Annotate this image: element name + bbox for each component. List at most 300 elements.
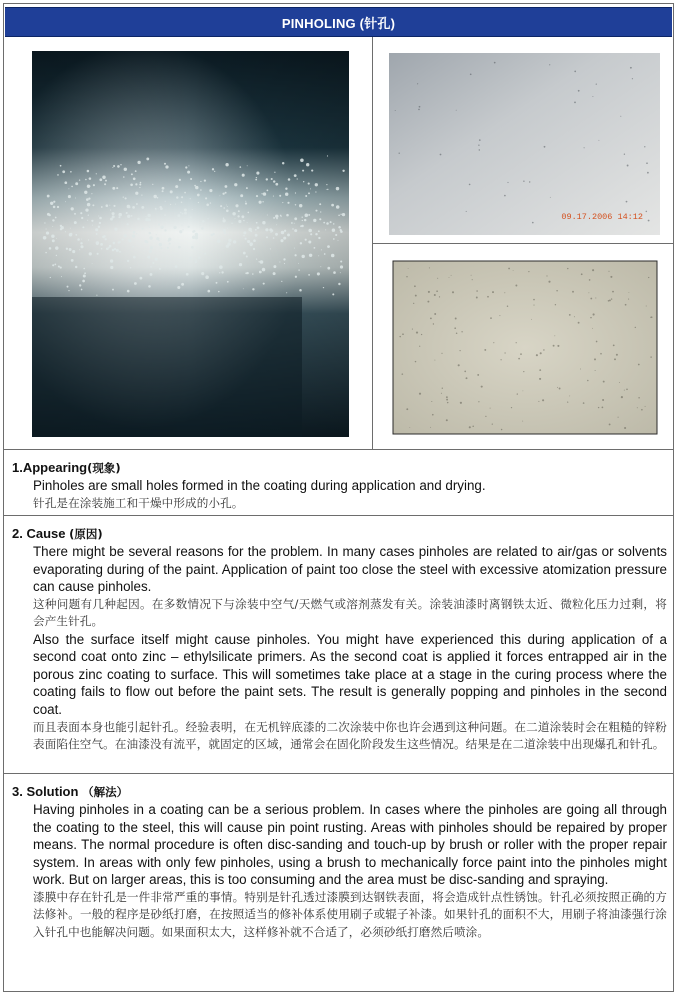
pinhole-speck <box>574 71 576 73</box>
pinhole-speck <box>273 217 275 219</box>
pinhole-speck <box>646 211 648 213</box>
pinhole-speck <box>603 381 605 383</box>
pinhole-speck <box>318 230 320 232</box>
pinhole-speck <box>487 296 489 298</box>
pinhole-speck <box>581 273 583 275</box>
pinhole-speck <box>198 202 199 203</box>
pinhole-speck <box>415 361 416 362</box>
pinhole-speck <box>476 290 478 292</box>
pinhole-speck <box>523 391 524 392</box>
pinhole-speck <box>340 229 342 231</box>
pinhole-speck <box>479 149 480 150</box>
pinhole-speck <box>408 268 409 269</box>
pinhole-speck <box>222 219 225 222</box>
pinhole-speck <box>338 283 340 285</box>
pinhole-speck <box>298 269 299 270</box>
pinhole-speck <box>619 382 620 383</box>
paragraph-zh: 漆膜中存在针孔是一件非常严重的事情。特别是针孔透过漆膜到达钢铁表面，将会造成针点性锈蚀。针孔必须按照正确的方法修补。一般的程序是砂纸打磨，在按照适当的修补体系使用刷子或辊子补漆。如果针孔的面积不大，用刷子将油漆强行涂入针孔中也能解决问题。如果面积太大，这样修补就不合适了，必须砂纸打磨然后喷涂。 <box>33 889 667 939</box>
pinhole-speck <box>130 267 131 268</box>
pinhole-speck <box>292 228 293 229</box>
pinhole-speck <box>222 193 224 195</box>
pinhole-speck <box>91 220 93 222</box>
pinhole-speck <box>340 272 341 273</box>
pinhole-speck <box>559 388 561 390</box>
pinhole-speck <box>504 195 506 197</box>
pinhole-speck <box>205 197 207 199</box>
pinhole-speck <box>432 414 434 416</box>
pinhole-speck <box>52 239 55 242</box>
pinhole-speck <box>618 417 619 418</box>
pinhole-speck <box>144 240 147 243</box>
pinhole-speck <box>187 171 190 174</box>
pinhole-speck <box>271 178 273 180</box>
pinhole-speck <box>553 345 555 347</box>
pinhole-speck <box>327 155 328 156</box>
pinhole-speck <box>265 228 268 231</box>
pinhole-speck <box>340 260 342 262</box>
pinhole-speck <box>177 214 180 217</box>
pinhole-speck <box>572 291 574 293</box>
pinhole-speck <box>132 235 135 238</box>
pinhole-speck <box>515 285 517 287</box>
pinhole-speck <box>87 220 88 221</box>
pinhole-speck <box>81 217 83 219</box>
pinhole-speck <box>308 229 312 233</box>
pinhole-speck <box>149 227 150 228</box>
pinhole-speck <box>246 187 248 189</box>
pinhole-speck <box>259 201 262 204</box>
pinhole-speck <box>501 429 503 431</box>
pinhole-speck <box>195 259 197 261</box>
pinhole-speck <box>284 263 285 264</box>
pinhole-speck <box>77 238 80 241</box>
pinhole-speck <box>414 285 416 287</box>
pinhole-speck <box>223 218 224 219</box>
pinhole-speck <box>206 204 209 207</box>
pinhole-speck <box>238 210 240 212</box>
pinhole-speck <box>156 234 157 235</box>
pinhole-speck <box>101 248 103 250</box>
pinhole-speck <box>279 195 281 197</box>
pinhole-speck <box>247 212 249 214</box>
pinhole-speck <box>176 196 178 198</box>
pinhole-speck <box>592 328 593 329</box>
pinhole-speck <box>301 225 303 227</box>
pinhole-speck <box>185 166 187 168</box>
pinhole-speck <box>273 265 276 268</box>
pinhole-speck <box>197 194 200 197</box>
pinhole-speck <box>308 274 310 276</box>
pinhole-speck <box>635 327 636 328</box>
pinhole-speck <box>556 290 557 291</box>
pinhole-speck <box>446 399 448 401</box>
pinhole-speck <box>504 292 505 293</box>
pinhole-speck <box>125 197 127 199</box>
pinhole-speck <box>484 349 486 351</box>
pinhole-speck <box>421 334 422 335</box>
pinhole-speck <box>114 228 117 231</box>
section-appearing <box>4 450 673 516</box>
pinhole-speck <box>110 209 111 210</box>
pinhole-speck <box>69 196 70 197</box>
pinhole-speck <box>651 316 653 318</box>
pinhole-speck <box>274 172 275 173</box>
pinhole-speck <box>295 204 296 205</box>
pinhole-speck <box>590 317 592 319</box>
pinhole-speck <box>131 215 133 217</box>
pinhole-speck <box>300 242 302 244</box>
pinhole-speck <box>402 373 404 375</box>
pinhole-speck <box>201 227 204 230</box>
pinhole-speck <box>471 275 472 276</box>
pinhole-speck <box>134 282 137 285</box>
pinhole-speck <box>584 147 585 148</box>
pinhole-speck <box>529 181 530 182</box>
pinhole-speck <box>309 254 312 257</box>
pinhole-speck <box>308 214 310 216</box>
pinhole-speck <box>233 240 236 243</box>
pinhole-speck <box>85 179 87 181</box>
pinhole-speck <box>173 226 176 229</box>
pinhole-speck <box>81 239 82 240</box>
pinhole-speck <box>214 171 215 172</box>
pinhole-speck <box>285 188 287 190</box>
pinhole-speck <box>220 195 221 196</box>
pinhole-speck <box>164 229 166 231</box>
pinhole-speck <box>267 190 269 192</box>
pinhole-speck <box>333 238 335 240</box>
pinhole-speck <box>120 164 121 165</box>
pinhole-speck <box>441 393 442 394</box>
pinhole-speck <box>118 216 120 218</box>
pinhole-speck <box>578 322 580 324</box>
pinhole-speck <box>256 195 258 197</box>
pinhole-speck <box>116 249 119 252</box>
pinhole-speck <box>621 396 623 398</box>
pinhole-speck <box>294 174 297 177</box>
pinhole-speck <box>220 205 222 207</box>
pinhole-speck <box>332 293 334 295</box>
pinhole-speck <box>123 176 125 178</box>
pinhole-speck <box>283 237 286 240</box>
pinhole-speck <box>182 225 183 226</box>
pinhole-speck <box>170 190 173 193</box>
pinhole-speck <box>135 183 137 185</box>
pinhole-speck <box>434 360 435 361</box>
pinhole-speck <box>226 205 227 206</box>
pinhole-speck <box>338 240 339 241</box>
pinhole-speck <box>439 296 440 297</box>
pinhole-speck <box>243 288 244 289</box>
pinhole-speck <box>464 371 466 373</box>
pinhole-speck <box>61 276 62 277</box>
pinhole-speck <box>569 314 571 316</box>
pinhole-speck <box>192 230 194 232</box>
pinhole-speck <box>83 268 85 270</box>
pinhole-speck <box>204 179 206 181</box>
pinhole-speck <box>75 198 76 199</box>
pinhole-speck <box>119 251 121 253</box>
pinhole-speck <box>84 191 87 194</box>
pinhole-speck <box>629 292 630 293</box>
pinhole-speck <box>331 204 334 207</box>
photo-top-right-cell <box>373 37 673 244</box>
pinhole-speck <box>434 313 436 315</box>
pinhole-speck <box>494 62 496 64</box>
pinhole-speck <box>294 217 297 220</box>
pinhole-speck <box>149 250 152 253</box>
pinhole-speck <box>281 281 282 282</box>
pinhole-speck <box>543 349 544 350</box>
pinhole-speck <box>205 275 209 279</box>
pinhole-speck <box>300 159 304 163</box>
pinhole-speck <box>82 280 85 283</box>
pinhole-speck <box>313 219 316 222</box>
pinhole-speck <box>625 304 627 306</box>
pinhole-speck <box>549 64 550 65</box>
pinhole-speck <box>295 192 296 193</box>
pinhole-speck <box>330 221 332 223</box>
pinhole-speck <box>630 67 632 69</box>
pinhole-speck <box>490 408 491 409</box>
pinhole-speck <box>133 177 136 180</box>
pinhole-speck <box>327 245 330 248</box>
pinhole-speck <box>416 332 418 334</box>
pinhole-speck <box>493 342 494 343</box>
pinhole-speck <box>98 216 99 217</box>
pinhole-speck <box>500 359 501 360</box>
pinhole-speck <box>454 327 456 329</box>
pinhole-speck <box>53 206 56 209</box>
document-sheet <box>3 3 674 992</box>
pinhole-speck <box>628 299 629 300</box>
pinhole-speck <box>153 195 156 198</box>
pinhole-speck <box>283 258 285 260</box>
pinhole-speck <box>72 250 75 253</box>
pinhole-speck <box>319 203 321 205</box>
pinhole-speck <box>429 267 430 268</box>
pinhole-speck <box>280 215 282 217</box>
pinhole-speck <box>191 246 194 249</box>
pinhole-speck <box>608 300 610 302</box>
pinhole-speck <box>539 369 541 371</box>
pinhole-speck <box>195 186 198 189</box>
pinhole-speck <box>279 261 280 262</box>
pinhole-speck <box>626 388 628 390</box>
pinhole-speck <box>88 239 89 240</box>
pinhole-speck <box>305 195 307 197</box>
pinhole-speck <box>175 185 178 188</box>
pinhole-speck <box>320 266 321 267</box>
pinhole-speck <box>53 201 55 203</box>
pinhole-speck <box>311 170 313 172</box>
pinhole-speck <box>98 227 99 228</box>
pinhole-speck <box>602 407 604 409</box>
pinhole-speck <box>136 233 137 234</box>
pinhole-speck <box>308 241 311 244</box>
pinhole-speck <box>533 299 535 301</box>
pinhole-speck <box>182 229 183 230</box>
pinhole-speck <box>139 277 142 280</box>
pinhole-speck <box>87 170 90 173</box>
pinhole-speck <box>557 345 559 347</box>
pinhole-speck <box>332 228 335 231</box>
pinhole-speck <box>315 191 316 192</box>
pinhole-speck <box>186 273 189 276</box>
pinhole-speck <box>508 268 510 270</box>
pinhole-speck <box>479 139 481 141</box>
pinhole-speck <box>476 297 478 299</box>
pinhole-speck <box>133 231 136 234</box>
pinhole-speck <box>212 168 214 170</box>
pinhole-speck <box>460 402 462 404</box>
pinhole-speck <box>64 181 67 184</box>
pinhole-speck <box>164 163 166 165</box>
pinhole-speck <box>239 263 242 266</box>
pinhole-speck <box>246 256 248 258</box>
pinhole-speck <box>578 90 580 92</box>
pinhole-speck <box>92 204 94 206</box>
pinhole-speck <box>237 215 239 217</box>
pinhole-speck <box>44 222 45 223</box>
pinhole-speck <box>148 219 151 222</box>
pinhole-speck <box>261 193 262 194</box>
pinhole-speck <box>342 213 345 216</box>
pinhole-speck <box>257 226 260 229</box>
pinhole-speck <box>327 267 330 270</box>
pinhole-speck <box>492 291 494 293</box>
pinhole-speck <box>555 304 556 305</box>
pinhole-speck <box>428 291 430 293</box>
pinhole-speck <box>226 210 229 213</box>
pinhole-speck <box>253 248 255 250</box>
paragraph-en: Having pinholes in a coating can be a serious problem. In cases where the pinholes are going all through the coating to the steel, this will cause pin point rusting. Areas with pinholes should be repaired by proper means. The normal procedure is often disc-sanding and touch-up by brush or roller with the proper repair system. In areas with only few pinholes, using a brush to mechanically force paint into the pinholes might work. But on larger areas, this is too consuming and the area must be disc-sanding and spraying. <box>33 802 667 888</box>
pinhole-speck <box>132 206 135 209</box>
pinhole-speck <box>51 234 54 237</box>
paragraph-zh: 而且表面本身也能引起针孔。经验表明，在无机锌底漆的二次涂装中你也许会遇到这种问题。在二道涂装时会在粗糙的锌粉表面陷住空气。在油漆没有流平，就固定的区域，通常会在固化阶段发生这些情况。结果是在二道涂装中出现爆孔和针孔。 <box>33 719 667 751</box>
pinhole-speck <box>303 181 304 182</box>
pinhole-speck <box>133 256 136 259</box>
pinhole-speck <box>241 215 244 218</box>
paragraph-zh: 针孔是在涂装施工和干燥中形成的小孔。 <box>33 495 244 510</box>
pinhole-speck <box>231 223 232 224</box>
pinhole-speck <box>165 201 166 202</box>
pinhole-speck <box>91 193 92 194</box>
pinhole-speck <box>88 197 90 199</box>
pinhole-speck <box>104 238 106 240</box>
pinhole-speck <box>333 223 335 225</box>
photo-timestamp: 09.17.2006 14:12 <box>561 212 643 222</box>
pinhole-speck <box>213 233 215 235</box>
pinhole-speck <box>130 229 132 231</box>
coated-surface-pinhole-photo <box>373 244 672 448</box>
pinhole-speck <box>294 248 295 249</box>
pinhole-speck <box>523 371 524 372</box>
pinhole-speck <box>137 161 140 164</box>
pinhole-speck <box>342 170 344 172</box>
pinhole-speck <box>596 341 598 343</box>
pinhole-speck <box>610 276 612 278</box>
pinhole-speck <box>210 202 211 203</box>
pinhole-speck <box>200 224 201 225</box>
pinhole-speck <box>92 225 93 226</box>
pinhole-speck <box>650 356 651 357</box>
pinhole-speck <box>299 204 302 207</box>
pinhole-speck <box>567 401 568 402</box>
pinhole-speck <box>58 265 60 267</box>
pinhole-speck <box>492 423 493 424</box>
pinhole-speck <box>256 222 258 224</box>
pinhole-speck <box>57 206 59 208</box>
pinhole-speck <box>523 180 524 181</box>
pinhole-speck <box>227 281 229 283</box>
paragraph-en: Pinholes are small holes formed in the coating during application and drying. <box>33 478 486 493</box>
pinhole-speck <box>598 407 599 408</box>
pinhole-speck <box>546 275 547 276</box>
pinhole-speck <box>302 170 304 172</box>
pinhole-speck <box>201 272 204 275</box>
pinhole-speck <box>235 218 236 219</box>
pinhole-speck <box>275 233 278 236</box>
pinhole-speck <box>167 240 169 242</box>
pinhole-speck <box>181 202 183 204</box>
pinhole-speck <box>158 223 160 225</box>
pinhole-speck <box>69 248 72 251</box>
pinhole-speck <box>419 393 421 395</box>
pinhole-speck <box>97 253 99 255</box>
pinhole-speck <box>517 393 518 394</box>
pinhole-speck <box>217 239 220 242</box>
pinhole-speck <box>68 188 69 189</box>
pinhole-speck <box>46 232 49 235</box>
pinhole-speck <box>592 269 594 271</box>
pinhole-speck <box>200 189 202 191</box>
pinhole-speck <box>574 316 575 317</box>
pinhole-speck <box>418 109 420 111</box>
pinhole-speck <box>175 204 176 205</box>
pinhole-speck <box>263 268 264 269</box>
pinhole-speck <box>150 273 153 276</box>
pinhole-speck <box>60 225 62 227</box>
dark-panel-pinhole-photo <box>4 37 372 449</box>
pinhole-speck <box>256 177 257 178</box>
pinhole-speck <box>112 212 115 215</box>
pinhole-speck <box>490 317 492 319</box>
pinhole-speck <box>646 162 648 164</box>
pinhole-speck <box>180 230 181 231</box>
pinhole-speck <box>112 187 115 190</box>
pinhole-speck <box>580 369 581 370</box>
pinhole-speck <box>70 171 72 173</box>
paragraph-en: Also the surface itself might cause pinholes. You might have experienced this during application of a second coat onto zinc – ethylsilicate primers. As the second coat is applied it forces entrapped air in the porous zinc coating to surface. This will sometimes take place at a stage in the curing process where the coating fails to flow out before the paint sets. The result is generally popping and pinholes in the second coat. <box>33 631 667 717</box>
pinhole-speck <box>113 205 115 207</box>
pinhole-speck <box>596 83 597 84</box>
pinhole-speck <box>595 370 596 371</box>
pinhole-speck <box>219 265 223 269</box>
pinhole-speck <box>74 213 76 215</box>
pinhole-speck <box>189 257 192 260</box>
pinhole-speck <box>306 163 309 166</box>
pinhole-speck <box>304 219 306 221</box>
pinhole-speck <box>406 408 408 410</box>
pinhole-speck <box>81 289 83 291</box>
pinhole-speck <box>160 226 163 229</box>
pinhole-speck <box>458 364 460 366</box>
pinhole-speck <box>315 210 317 212</box>
pinhole-speck <box>54 263 56 265</box>
pinhole-speck <box>395 110 396 111</box>
pinhole-speck <box>245 272 247 274</box>
